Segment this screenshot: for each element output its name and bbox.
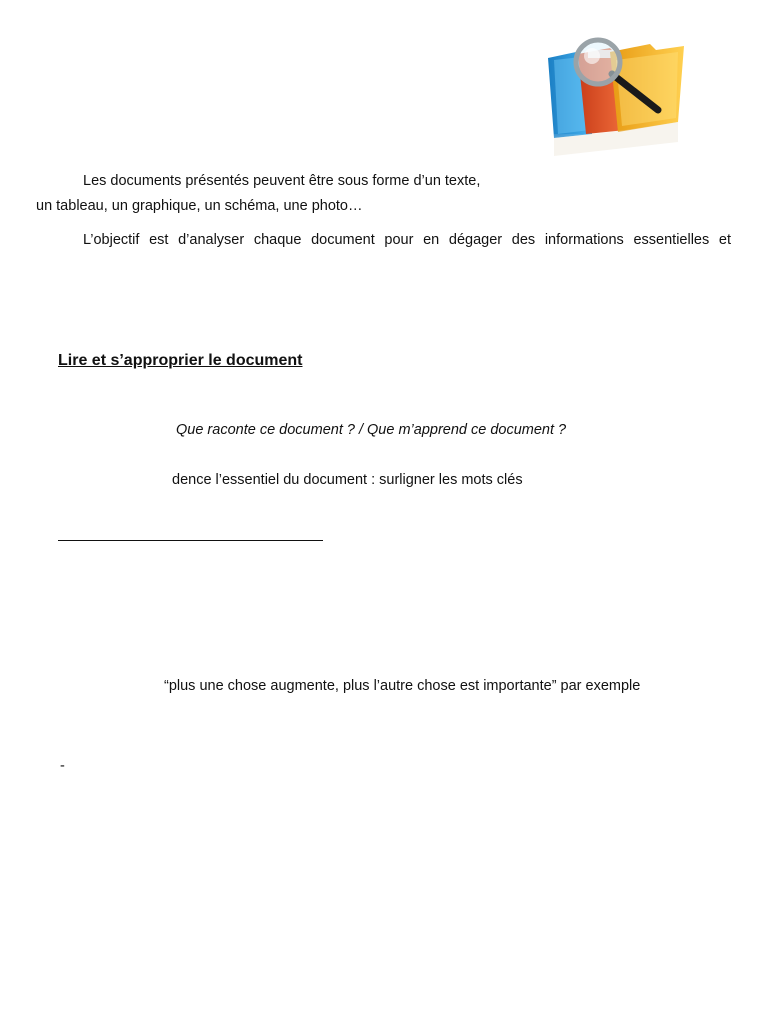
list-dash: -	[60, 758, 65, 774]
intro-line-2: un tableau, un graphique, un schéma, une photo…	[36, 198, 363, 214]
horizontal-rule	[58, 540, 323, 541]
guiding-question: Que raconte ce document ? / Que m’apprend ce document ?	[176, 422, 567, 438]
essentiel-instruction: dence l’essentiel du document : surligner les mots clés	[172, 472, 523, 488]
folders-magnifier-icon	[532, 30, 692, 170]
intro-line-1: Les documents présentés peuvent être sous forme d’un texte,	[83, 173, 481, 189]
example-quote: “plus une chose augmente, plus l’autre chose est importante” par exemple	[164, 678, 641, 694]
section-heading: Lire et s’approprier le document	[58, 352, 303, 369]
objective-paragraph: L’objectif est d’analyser chaque document pour en dégager des informations essentielles et	[83, 232, 731, 248]
